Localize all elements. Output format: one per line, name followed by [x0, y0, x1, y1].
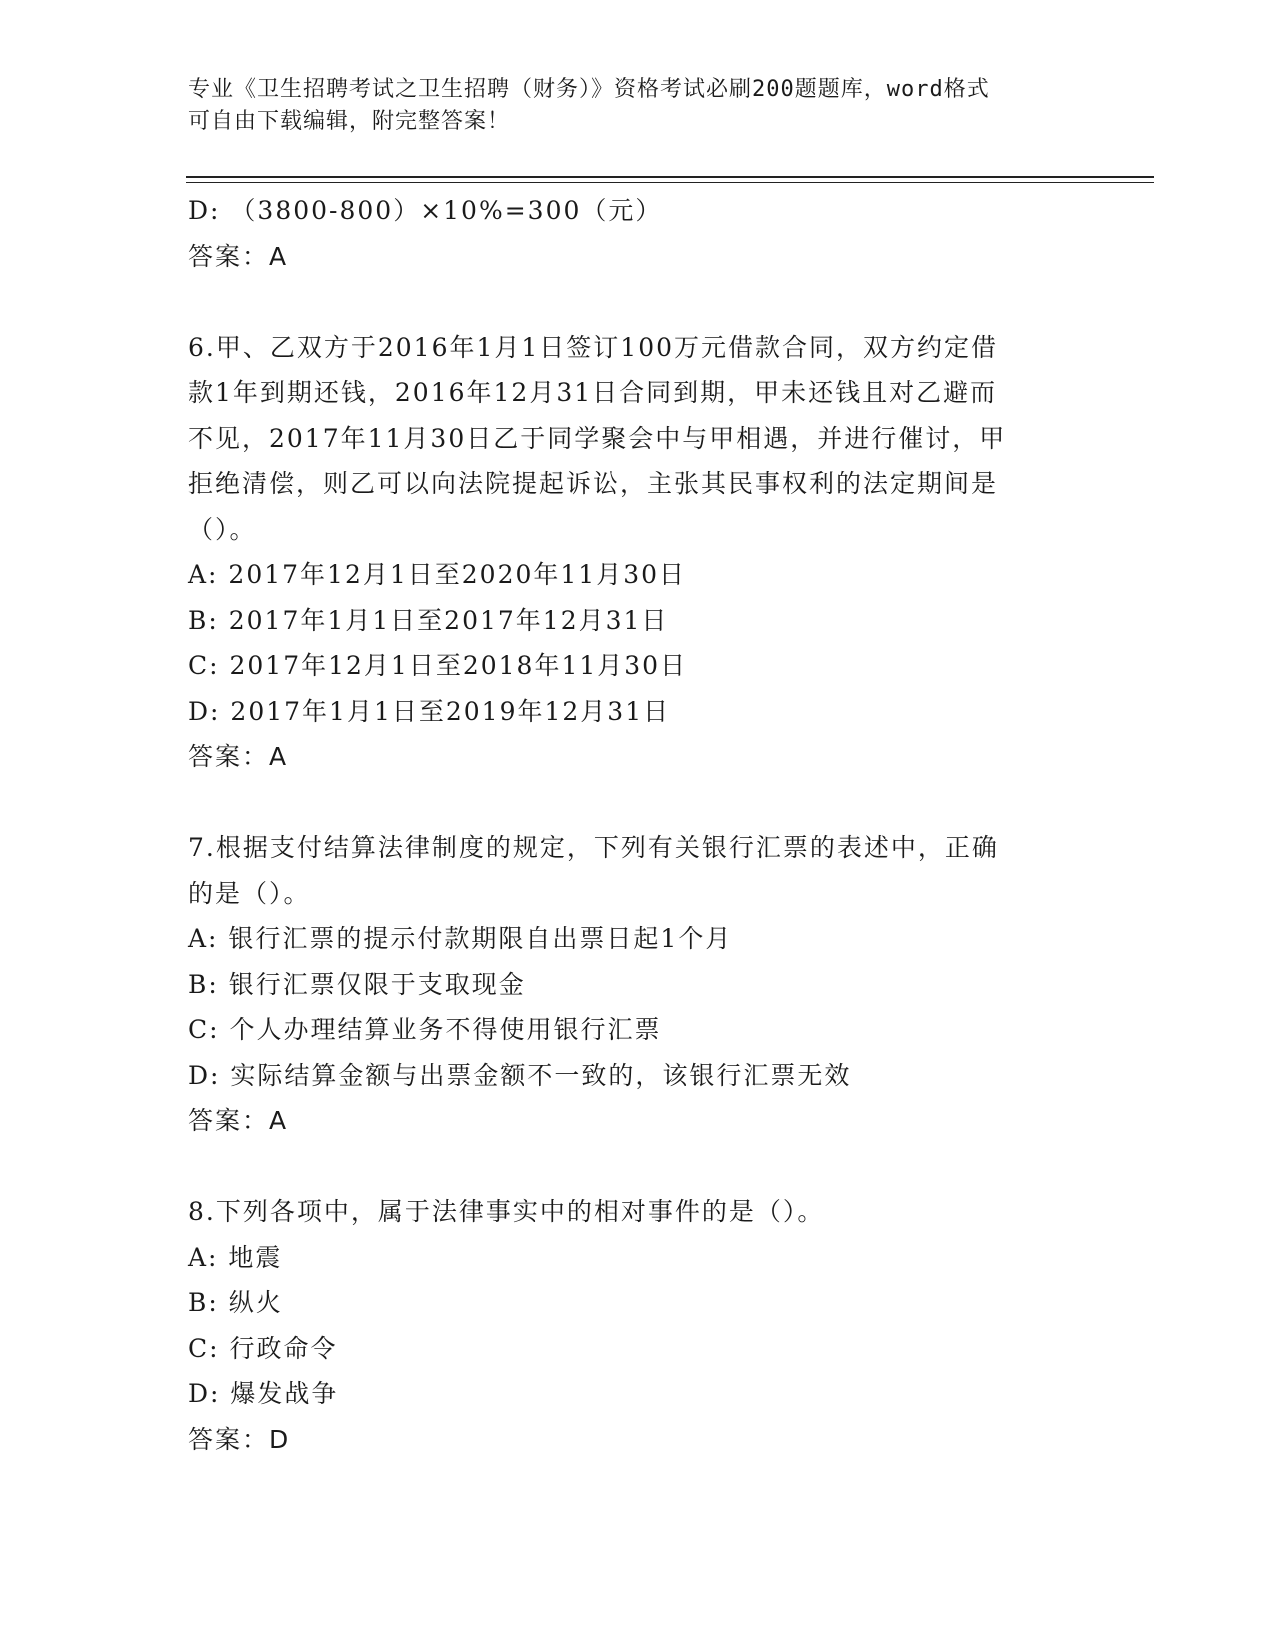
question-text-line: 7.根据支付结算法律制度的规定，下列有关银行汇票的表述中，正确: [188, 833, 999, 862]
document-body: [188, 188, 1088, 1462]
question-text-line: 8.下列各项中，属于法律事实中的相对事件的是（）。: [188, 1197, 825, 1226]
question-8: [188, 1189, 1088, 1462]
question-text-line: 6.甲、乙双方于2016年1月1日签订100万元借款合同，双方约定借: [188, 332, 999, 362]
option-a: A: 银行汇票的提示付款期限自出票日起1个月: [188, 924, 733, 953]
option-a: A: 地震: [188, 1242, 283, 1272]
header-line-2: 可自由下载编辑，附完整答案！: [188, 109, 511, 134]
answer: 答案：A: [188, 1106, 289, 1135]
question-text-line: （）。: [188, 514, 257, 544]
question-6: [188, 325, 1088, 780]
question-text-line: 不见，2017年11月30日乙于同学聚会中与甲相遇，并进行催讨，甲: [188, 423, 1007, 453]
answer: 答案：A: [188, 241, 289, 271]
spacer: [188, 1144, 1088, 1190]
option-b: B: 纵火: [188, 1288, 283, 1317]
option-b: B: 银行汇票仅限于支取现金: [188, 969, 526, 999]
question-text-line: 款1年到期还钱，2016年12月31日合同到期，甲未还钱且对乙避而: [188, 378, 998, 407]
header-rule-thick: [186, 176, 1154, 178]
question-text-line: 拒绝清偿，则乙可以向法院提起诉讼，主张其民事权利的法定期间是: [188, 469, 999, 498]
document-header: [188, 74, 1088, 138]
option-d: D: 实际结算金额与出票金额不一致的，该银行汇票无效: [188, 1060, 852, 1090]
option-d: D: 爆发战争: [188, 1379, 339, 1408]
option-c: C: 行政命令: [188, 1333, 338, 1363]
spacer: [188, 780, 1088, 826]
question-7: [188, 825, 1088, 1144]
spacer: [188, 279, 1088, 325]
option-c: C: 个人办理结算业务不得使用银行汇票: [188, 1015, 662, 1044]
option-c: C: 2017年12月1日至2018年11月30日: [188, 651, 688, 680]
option-b: B: 2017年1月1日至2017年12月31日: [188, 605, 669, 635]
question-text-line: 的是（）。: [188, 878, 311, 908]
option-a: A: 2017年12月1日至2020年11月30日: [188, 560, 687, 589]
header-line-1: 专业《卫生招聘考试之卫生招聘（财务）》资格考试必刷200题题库，word格式: [188, 77, 990, 102]
previous-question-tail: [188, 188, 1088, 279]
option-d: D: （3800-800）×10%=300（元）: [188, 196, 663, 225]
answer: 答案：D: [188, 1424, 291, 1454]
header-rule-thin: [186, 182, 1154, 183]
option-d: D: 2017年1月1日至2019年12月31日: [188, 696, 671, 726]
answer: 答案：A: [188, 742, 289, 771]
